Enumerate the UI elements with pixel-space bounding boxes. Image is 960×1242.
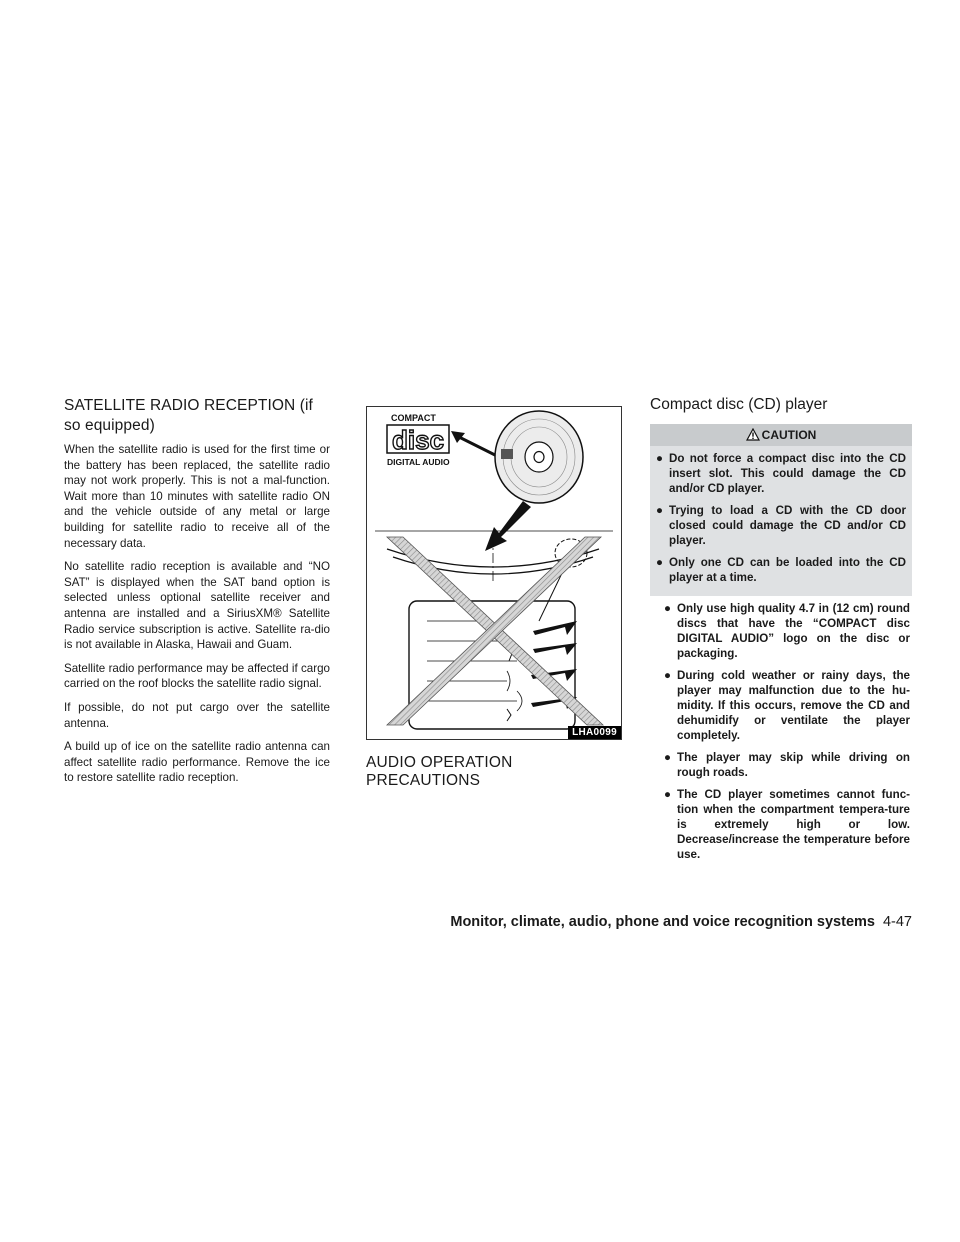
cd-slot-illustration (366, 406, 622, 740)
paragraph: When the satellite radio is used for the first time or the battery has been replaced, the satellite radio may not work properly. This is not a mal-function. Wait more than 10 minutes with satellite radio ON and the vehicle outside of any metal or large building for satellite radio to receive all of the necessary data. (64, 443, 330, 550)
right-column (650, 396, 914, 869)
caution-item: ● Do not force a compact disc into the CD insert slot. This could damage the CD and/or CD player. (656, 452, 906, 495)
caution-list (650, 451, 912, 585)
audio-precautions-heading: AUDIO OPERATION PRECAUTIONS (366, 754, 513, 789)
caution-item: ● Only one CD can be loaded into the CD player at a time. (656, 556, 906, 584)
cd-tips-list (650, 601, 914, 862)
cd-player-heading: Compact disc (CD) player (650, 396, 828, 413)
logo-top-text: COMPACT (391, 413, 436, 423)
caution-label: CAUTION (761, 428, 817, 442)
compact-disc-logo (387, 413, 450, 467)
warning-icon (746, 428, 760, 441)
page-number: 4-47 (882, 914, 912, 930)
list-item: ● During cold weather or rainy days, the player may malfunction due to the hu-midity. If this occurs, remove the CD and dehumidify or ventilate the player completely. (664, 669, 910, 742)
paragraph: If possible, do not put cargo over the satellite antenna. (64, 700, 330, 730)
caution-item: ● Trying to load a CD with the CD door closed could damage the CD and/or CD player. (656, 504, 906, 547)
list-item: ● The CD player sometimes cannot func-tion when the compartment tempera-ture is extremely high or low. Decrease/increase the temperature before use. (664, 788, 910, 861)
middle-column (366, 406, 628, 790)
caution-box (650, 424, 912, 596)
logo-bottom-text: DIGITAL AUDIO (387, 457, 450, 467)
list-item: ● Only use high quality 4.7 in (12 cm) round discs that have the “COMPACT disc DIGITAL AUDIO” logo on the disc or packaging. (664, 602, 910, 660)
paragraph: Satellite radio performance may be affected if cargo carried on the roof blocks the satellite radio signal. (64, 661, 330, 691)
caution-header (650, 424, 912, 446)
paragraph: No satellite radio reception is available and “NO SAT” is displayed when the SAT band option is selected unless optional satellite receiver and antenna are installed and a SiriusXM® Satellite Radio service subscription is active. Satellite ra-dio is not available in Alaska, Hawaii and Guam. (64, 560, 330, 652)
page-footer (450, 914, 912, 930)
cd-illustration-svg (367, 407, 621, 739)
satellite-radio-heading: SATELLITE RADIO RECEPTION (if so equipped) (64, 397, 313, 434)
paragraph: A build up of ice on the satellite radio antenna can affect satellite radio performance. Remove the ice to restore satellite radio reception. (64, 740, 330, 785)
figure-id: LHA0099 (568, 726, 621, 739)
chapter-title: Monitor, climate, audio, phone and voice recognition systems (450, 914, 875, 930)
list-item: ● The player may skip while driving on rough roads. (664, 751, 910, 779)
compact-disc-icon (495, 411, 583, 503)
left-column (64, 396, 330, 794)
logo-main-text: disc (392, 425, 445, 455)
